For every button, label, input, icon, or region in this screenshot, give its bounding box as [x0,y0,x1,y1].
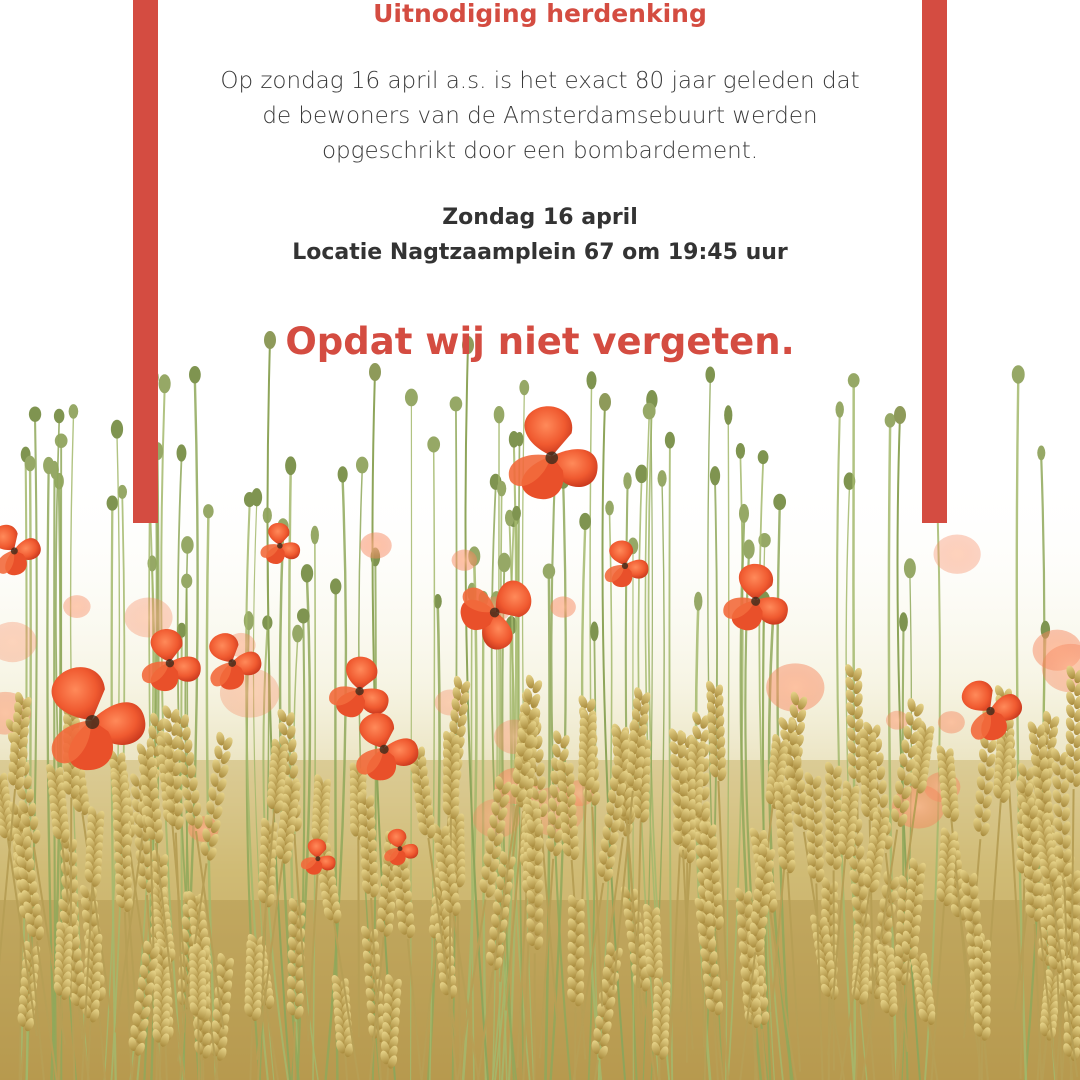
remembrance-motto: Opdat wij niet vergeten. [285,320,795,363]
seed-pod [159,374,171,393]
seed-pod [635,465,648,484]
seed-pod [330,578,341,594]
seed-pod [724,405,732,425]
seed-pod [590,621,598,641]
seed-pod [904,558,916,578]
event-date: Zondag 16 april [442,205,638,230]
seed-pod [623,472,631,489]
seed-pod [427,436,440,452]
seed-pod [189,366,201,383]
seed-pod [658,470,667,487]
seed-pod [519,380,529,395]
seed-pod [694,592,702,611]
seed-pod [311,526,319,545]
seed-pod [599,393,611,411]
seed-pod [405,389,418,407]
blurred-poppy [452,550,478,571]
seed-pod [1037,446,1045,461]
seed-pod [773,494,786,510]
blurred-poppy [360,532,392,558]
seed-pod [497,481,506,496]
seed-pod [29,406,41,421]
seed-pod [509,431,519,448]
seed-pod [894,406,906,424]
seed-pod [512,506,521,521]
seed-pod [285,456,296,475]
seed-pod [899,612,908,631]
seed-pod [450,396,463,411]
blurred-poppy [938,711,965,733]
seed-pod [111,420,123,439]
event-location-time: Locatie Nagtzaamplein 67 om 19:45 uur [292,240,788,265]
seed-pod [297,608,310,623]
seed-pod [543,564,555,579]
seed-pod [338,466,348,482]
seed-pod [301,564,313,582]
seed-pod [69,404,79,419]
event-details [158,200,922,270]
seed-pod [43,457,54,474]
seed-pod [579,513,591,530]
seed-pod [587,371,597,389]
left-accent-bar [133,0,158,523]
right-accent-bar [922,0,947,523]
seed-pod [643,403,656,420]
seed-pod [244,492,255,507]
blurred-poppy [550,596,575,617]
seed-pod [1012,365,1025,384]
seed-pod [177,444,187,461]
seed-pod [181,574,192,589]
seed-pod [55,433,68,448]
blurred-poppy [63,595,90,618]
seed-pod [356,457,368,474]
seed-pod [605,501,614,516]
seed-pod [739,504,749,523]
seed-pod [848,373,860,388]
seed-pod [705,366,715,383]
seed-pod [292,625,303,643]
seed-pod [710,466,720,485]
seed-pod [494,406,505,423]
seed-pod [758,450,769,464]
seed-pod [665,432,675,449]
seed-pod [835,401,843,417]
seed-pod [181,536,194,554]
seed-pod [498,553,511,572]
seed-pod [743,539,755,558]
blurred-poppy [934,534,981,573]
seed-pod [107,495,118,510]
seed-pod [54,409,65,423]
seed-pod [25,456,36,472]
invitation-intro-text: Op zondag 16 april a.s. is het exact 80 jaar geleden dat de bewoners van de Amsterdamsebuurt werden opgeschrikt door een bombardement. [220,68,860,164]
seed-pod [736,443,745,459]
seed-pod [885,413,896,428]
invitation-heading: Uitnodiging herdenking [373,0,707,28]
seed-pod [203,504,214,518]
